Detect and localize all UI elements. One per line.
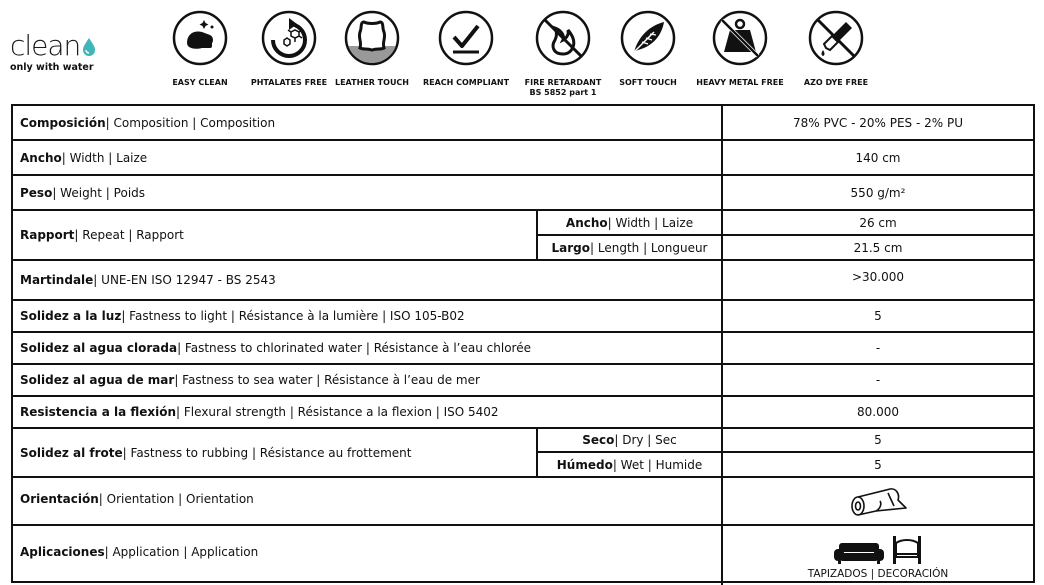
badge-label: PHTALATES FREE xyxy=(250,78,328,87)
row-value xyxy=(721,526,1033,585)
row-chlorinated xyxy=(13,333,1033,365)
water-drop-icon xyxy=(81,37,97,57)
badge-label: LEATHER TOUCH xyxy=(334,78,409,87)
phtalates-free-icon xyxy=(261,10,317,66)
row-label: Peso | Weight | Poids xyxy=(20,185,146,200)
badge-label: EASY CLEAN xyxy=(172,78,228,87)
row-value: 5 xyxy=(721,301,1033,331)
row-value xyxy=(721,478,1033,524)
row-label: Composición | Composition | Composition xyxy=(20,115,276,130)
row-flexion xyxy=(13,397,1033,429)
badge-label: AZO DYE FREE xyxy=(803,78,869,87)
row-weight xyxy=(13,176,1033,211)
row-repeat xyxy=(13,211,1033,261)
sub-label-wet: Húmedo | Wet | Humide xyxy=(536,453,721,476)
logo-tagline: only with water xyxy=(10,62,94,73)
row-label: Solidez a la luz | Fastness to light | Résistance à la lumière | ISO 105-B02 xyxy=(20,309,465,323)
sub-label-dry: Seco | Dry | Sec xyxy=(536,429,721,451)
row-value: - xyxy=(721,333,1033,363)
row-applications xyxy=(13,526,1033,585)
row-orientation xyxy=(13,478,1033,526)
sub-value-width: 26 cm xyxy=(721,211,1033,234)
row-label: Solidez al frote | Fastness to rubbing | Résistance au frottement xyxy=(20,445,412,460)
logo-word: clean xyxy=(10,29,81,62)
row-rubbing xyxy=(13,429,1033,478)
leather-touch-icon xyxy=(344,10,400,66)
feature-badges xyxy=(160,10,880,100)
row-width xyxy=(13,141,1033,176)
badge-easy-clean xyxy=(150,10,250,88)
row-value: 78% PVC - 20% PES - 2% PU xyxy=(721,106,1033,139)
sub-value-wet: 5 xyxy=(721,453,1033,476)
row-label: Orientación | Orientation | Orientation xyxy=(20,492,254,506)
headboard-icon xyxy=(892,535,922,565)
heavy-metal-free-icon xyxy=(712,10,768,66)
badge-label: SOFT TOUCH xyxy=(619,78,677,87)
badge-label: REACH COMPLIANT xyxy=(422,78,510,87)
row-value: - xyxy=(721,365,1033,395)
row-label: Aplicaciones | Application | Application xyxy=(20,544,259,559)
row-seawater xyxy=(13,365,1033,397)
sofa-icon xyxy=(834,539,884,565)
reach-compliant-icon xyxy=(438,10,494,66)
row-label: Ancho | Width | Laize xyxy=(20,150,148,165)
row-label: Martindale | UNE-EN ISO 12947 - BS 2543 xyxy=(20,273,276,287)
row-value: >30.000 xyxy=(721,261,1033,299)
sub-value-dry: 5 xyxy=(721,429,1033,451)
row-value: 80.000 xyxy=(721,397,1033,427)
badge-heavy-metal-free xyxy=(690,10,790,88)
badge-reach-compliant xyxy=(416,10,516,88)
fire-retardant-icon xyxy=(535,10,591,66)
row-value: 550 g/m² xyxy=(721,176,1033,209)
badge-label: FIRE RETARDANT xyxy=(524,78,602,87)
row-martindale xyxy=(13,261,1033,301)
azo-dye-free-icon xyxy=(808,10,864,66)
badge-soft-touch xyxy=(598,10,698,88)
specifications-table xyxy=(11,104,1035,583)
brand-logo xyxy=(10,29,120,80)
sub-label-width: Ancho | Width | Laize xyxy=(536,211,721,234)
easy-clean-icon xyxy=(172,10,228,66)
applications-caption: TAPIZADOS | DECORACIÓN xyxy=(807,568,949,580)
sub-label-length: Largo | Length | Longueur xyxy=(536,236,721,259)
row-label: Rapport | Repeat | Rapport xyxy=(20,228,184,242)
badge-leather-touch xyxy=(322,10,422,88)
row-lightfast xyxy=(13,301,1033,333)
row-value: 140 cm xyxy=(721,141,1033,174)
row-label: Solidez al agua clorada | Fastness to chlorinated water | Résistance à l’eau chlorée xyxy=(20,341,531,355)
row-label: Solidez al agua de mar | Fastness to sea water | Résistance à l’eau de mer xyxy=(20,373,480,387)
badge-azo-dye-free xyxy=(786,10,886,88)
soft-touch-icon xyxy=(620,10,676,66)
badge-label: HEAVY METAL FREE xyxy=(696,78,784,87)
fabric-roll-icon xyxy=(846,484,910,518)
sub-value-length: 21.5 cm xyxy=(721,236,1033,259)
row-composition xyxy=(13,106,1033,141)
badge-sublabel: BS 5852 part 1 xyxy=(529,88,597,97)
row-label: Resistencia a la flexión | Flexural strength | Résistance a la flexion | ISO 5402 xyxy=(20,405,499,419)
